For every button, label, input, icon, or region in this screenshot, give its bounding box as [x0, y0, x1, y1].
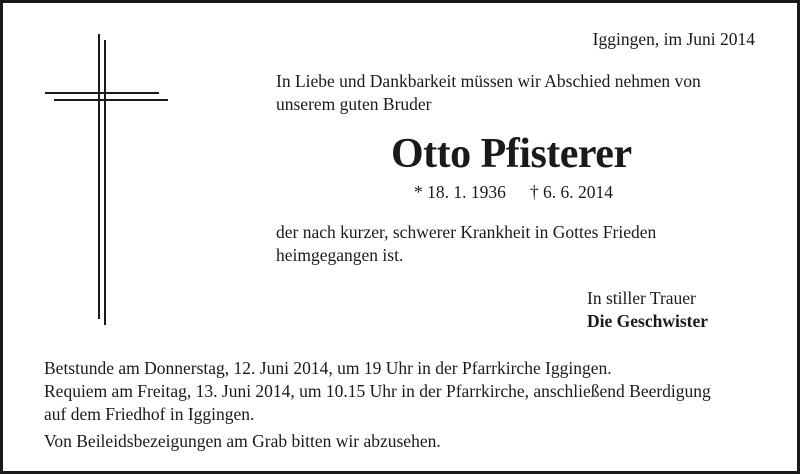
death-date: † 6. 6. 2014 — [529, 182, 613, 202]
intro-line: In Liebe und Dankbarkeit müssen wir Abschied nehmen von — [276, 71, 701, 91]
mourning-block — [587, 287, 708, 333]
life-dates — [414, 181, 613, 204]
service-line: Requiem am Freitag, 13. Juni 2014, um 10.15 Uhr in der Pfarrkirche, anschließend Beerdigung — [44, 381, 711, 401]
service-line: Betstunde am Donnerstag, 12. Juni 2014, um 19 Uhr in der Pfarrkirche Iggingen. — [44, 358, 612, 378]
condolence-note: Von Beileidsbezeigungen am Grab bitten wir abzusehen. — [44, 431, 441, 451]
service-line: auf dem Friedhof in Iggingen. — [44, 404, 255, 424]
intro-text — [276, 70, 701, 116]
deceased-name: Otto Pfisterer — [391, 131, 632, 177]
signers: Die Geschwister — [587, 311, 709, 331]
mourning-text: In stiller Trauer — [587, 288, 696, 308]
passing-line: der nach kurzer, schwerer Krankheit in Gottes Frieden — [276, 222, 657, 242]
cross-icon — [3, 3, 183, 333]
service-info — [44, 357, 711, 426]
birth-date: * 18. 1. 1936 — [414, 182, 506, 202]
intro-line: unserem guten Bruder — [276, 94, 432, 114]
place-date: Iggingen, im Juni 2014 — [592, 29, 755, 49]
passing-text — [276, 221, 656, 267]
passing-line: heimgegangen ist. — [276, 245, 404, 265]
